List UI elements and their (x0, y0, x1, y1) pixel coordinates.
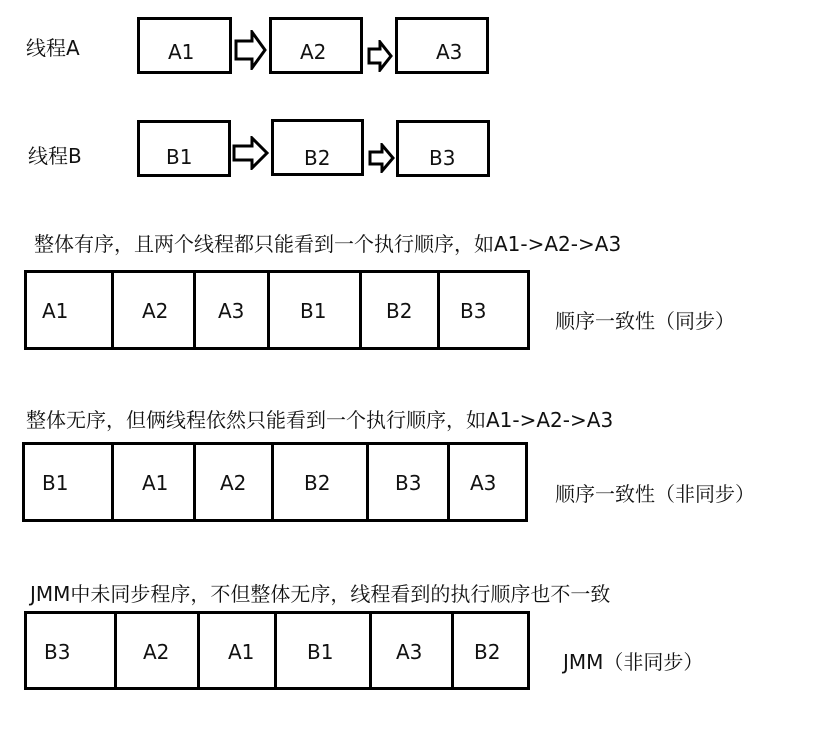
sequence-cell (267, 273, 360, 347)
sequence-row (24, 270, 530, 350)
row-note: 顺序一致性（同步） (555, 309, 735, 333)
cell-label: B1 (42, 471, 69, 495)
sequence-cell (193, 273, 268, 347)
step-box-a2 (269, 17, 363, 74)
step-box-a3 (395, 17, 489, 74)
right-arrow-icon (234, 30, 268, 70)
sequence-cell (111, 273, 194, 347)
sequence-cell (359, 273, 438, 347)
step-label: B1 (166, 145, 193, 169)
step-box-b2 (271, 119, 364, 176)
step-box-a1 (137, 17, 232, 74)
cell-label: B2 (474, 640, 501, 664)
cell-label: A2 (143, 640, 170, 664)
sequence-cell (366, 445, 448, 519)
thread-a-label: 线程A (26, 36, 80, 60)
cell-label: A3 (396, 640, 423, 664)
cell-label: B2 (386, 299, 413, 323)
row-note: JMM（非同步） (563, 650, 704, 674)
right-arrow-icon (232, 136, 270, 170)
sequence-cell (197, 614, 275, 687)
sequence-cell (271, 445, 367, 519)
cell-label: A2 (220, 471, 247, 495)
sequence-cell (24, 614, 113, 687)
right-arrow-icon (367, 40, 394, 72)
sequence-row (24, 611, 530, 690)
cell-label: A1 (228, 640, 255, 664)
sequence-cell (274, 614, 370, 687)
sequence-row (22, 442, 528, 522)
cell-label: B3 (460, 299, 487, 323)
cell-label: B2 (304, 471, 331, 495)
sequence-cell (451, 614, 530, 687)
cell-label: B1 (300, 299, 327, 323)
step-label: B2 (304, 146, 331, 170)
cell-label: B3 (44, 640, 71, 664)
step-box-b3 (396, 120, 490, 177)
step-label: B3 (429, 146, 456, 170)
sequence-cell (193, 445, 272, 519)
step-label: A3 (436, 40, 463, 64)
cell-label: A1 (142, 471, 169, 495)
right-arrow-icon (368, 143, 396, 173)
sequence-cell (447, 445, 528, 519)
step-label: A2 (300, 40, 327, 64)
cell-label: A2 (142, 299, 169, 323)
sequence-cell (111, 445, 194, 519)
step-label: A1 (168, 40, 195, 64)
row-caption: 整体无序，但俩线程依然只能看到一个执行顺序，如A1->A2->A3 (26, 408, 614, 432)
sequence-cell (369, 614, 452, 687)
row-caption: 整体有序，且两个线程都只能看到一个执行顺序，如A1->A2->A3 (34, 232, 622, 256)
sequence-cell (24, 273, 109, 347)
cell-label: B1 (307, 640, 334, 664)
cell-label: A3 (470, 471, 497, 495)
sequence-cell (437, 273, 520, 347)
row-caption: JMM中未同步程序，不但整体无序，线程看到的执行顺序也不一致 (30, 582, 611, 606)
row-note: 顺序一致性（非同步） (555, 482, 755, 506)
cell-label: A1 (42, 299, 69, 323)
sequence-cell (114, 614, 198, 687)
sequence-cell (22, 445, 110, 519)
cell-label: A3 (218, 299, 245, 323)
cell-label: B3 (395, 471, 422, 495)
thread-b-label: 线程B (28, 144, 82, 168)
step-box-b1 (137, 120, 231, 177)
